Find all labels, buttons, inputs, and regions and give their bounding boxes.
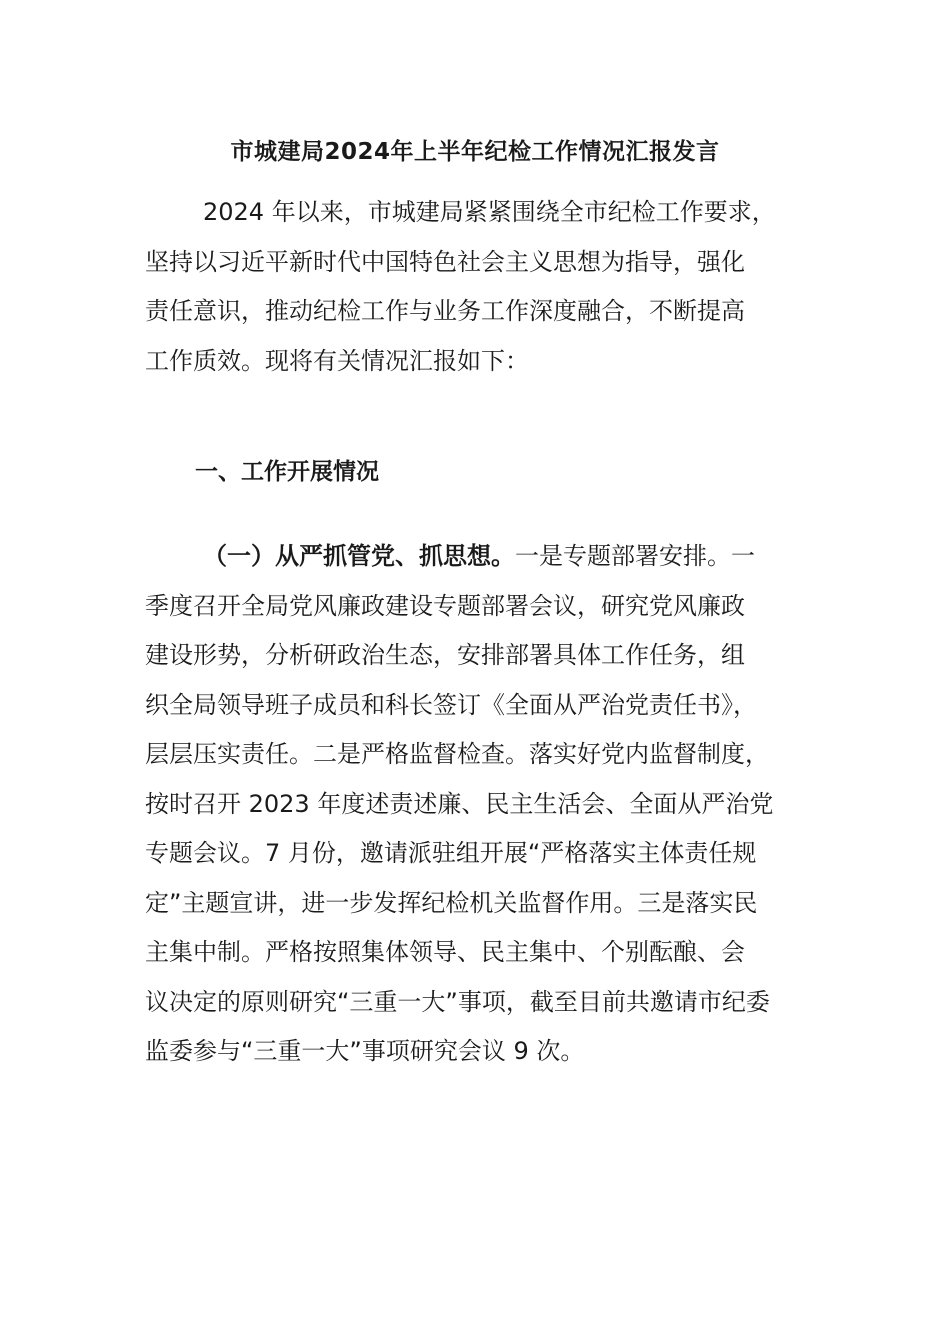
paragraph-line: 2024 年以来，市城建局紧紧围绕全市纪检工作要求， (203, 198, 776, 226)
paragraph-line: 主集中制。严格按照集体领导、民主集中、个别酝酿、会 (145, 938, 745, 966)
section-heading: 一、工作开展情况 (195, 459, 379, 485)
paragraph-line: 监委参与“三重一大”事项研究会议 9 次。 (145, 1037, 585, 1065)
paragraph-line: 季度召开全局党风廉政建设专题部署会议，研究党风廉政 (145, 591, 745, 620)
paragraph-first-line (145, 532, 773, 582)
paragraph-line: 责任意识，推动纪检工作与业务工作深度融合，不断提高 (145, 297, 745, 325)
paragraph-text: 一是专题部署安排。一 (515, 542, 755, 570)
subsection-paragraph (145, 532, 773, 1077)
intro-paragraph (145, 188, 776, 386)
paragraph-line: 织全局领导班子成员和科长签订《全面从严治党责任书》， (145, 690, 757, 719)
paragraph-line: 按时召开 2023 年度述责述廉、民主生活会、全面从严治党 (145, 789, 774, 818)
subsection-heading: （一）从严抓管党、抓思想。 (203, 542, 515, 570)
paragraph-line: 议决定的原则研究“三重一大”事项，截至目前共邀请市纪委 (145, 987, 770, 1016)
paragraph-line: 工作质效。现将有关情况汇报如下： (145, 346, 529, 375)
paragraph-line: 定”主题宣讲，进一步发挥纪检机关监督作用。三是落实民 (145, 888, 758, 917)
paragraph-line: 专题会议。7 月份，邀请派驻组开展“严格落实主体责任规 (145, 839, 757, 867)
paragraph-line: 坚持以习近平新时代中国特色社会主义思想为指导，强化 (145, 247, 745, 276)
document-title: 市城建局2024年上半年纪检工作情况汇报发言 (230, 139, 720, 165)
paragraph-line: 建设形势，分析研政治生态，安排部署具体工作任务，组 (145, 641, 745, 669)
paragraph-line: 层层压实责任。二是严格监督检查。落实好党内监督制度， (145, 740, 769, 768)
